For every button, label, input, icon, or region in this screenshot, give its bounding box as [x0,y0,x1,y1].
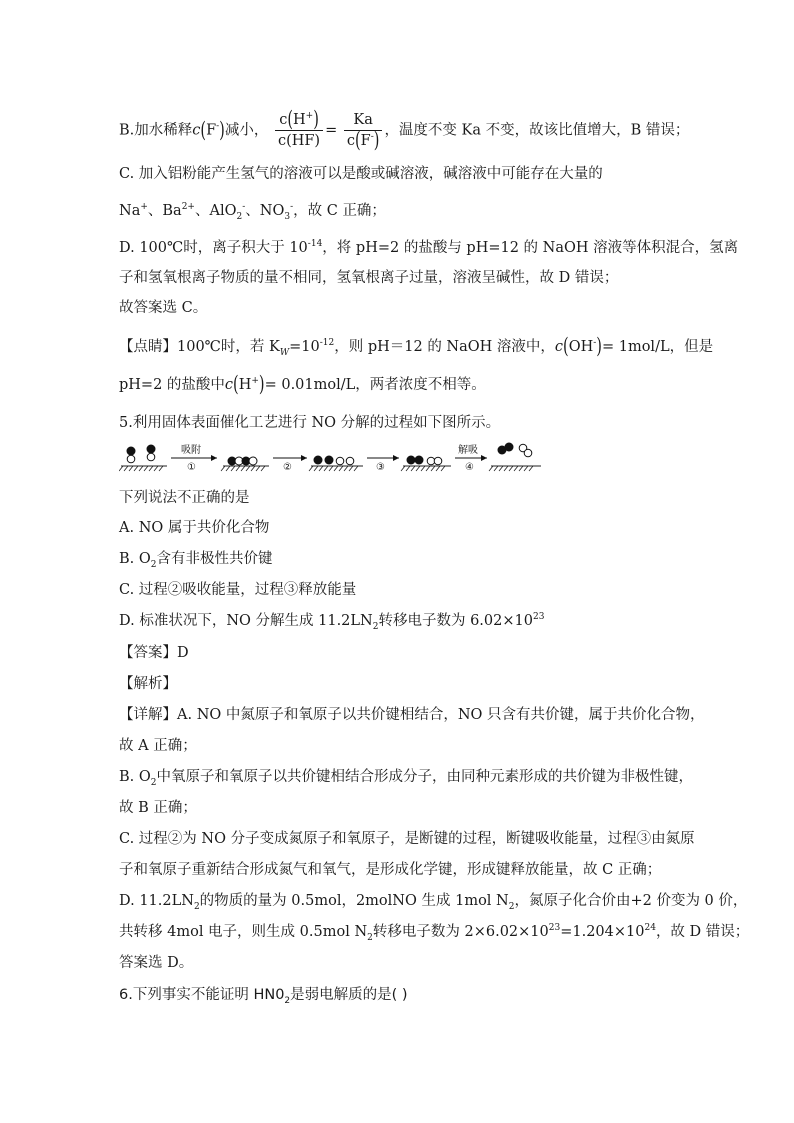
text: 减小， [224,122,269,139]
analysis-c-line-2: Na+、$Ba^{2+}$、AlO$_2$-、$NO_3^-$，故 C 正确； [119,202,386,222]
detail-c-line-2: 子和氧原子重新结合形成氮气和氧气，是形成化学键，形成键释放能量，故 C 正确； [119,862,662,878]
numerator: Ka [344,110,383,131]
o-atom [147,453,155,461]
detail-b-line-2: 故 B 正确； [119,800,197,816]
var-c: c [346,133,355,149]
var-c: c [192,122,201,139]
step-1-number: ① [187,462,196,473]
step-4-label: 解吸 [458,445,478,456]
step-2-number: ② [283,462,292,473]
var-c: c [279,112,288,128]
step-4-number: ④ [465,462,474,473]
option-d: D. 标准状况下，NO 分解生成 $11.2LN_2$转移电子数为 $6.02\times 10^{23}$ [119,612,545,632]
tip-line-1: 【点睛】100℃时，若 $K_W=10^{-12}$，则 pH＝12 的 NaOH 溶液中，c(OH-)= 1mol/L，但是 [119,335,714,359]
detail-d-line-1: D. $11.2LN_2$的物质的量为 0.5mol，2molNO 生成 1mol $N_2$，氮原子化合价由+2 价变为 0 价， [119,893,748,912]
tip-label: 【点睛】 [119,339,177,355]
detail-c-line-1: C. 过程②为 NO 分子变成氮原子和氧原子，是断键的过程，断键吸收能量，过程③由氮原 [119,831,695,847]
answer-line-c: 故答案选 C。 [119,300,208,316]
answer-line-d: 答案选 D。 [119,955,194,971]
n-atom [147,445,156,454]
answer-label: 【答案】D [119,645,189,661]
charge: - [216,121,220,132]
fraction-h-over-hf: $\frac{c(H^+)}{c(HF)}$ [275,110,323,151]
question-5-title: 5.利用固体表面催化工艺进行 NO 分解的过程如下图所示。 [119,415,501,431]
detail-b-line-1: B. $O_2$中氧原子和氧原子以共价键相结合形成分子，由同种元素形成的共价键为非极性键， [119,769,693,788]
denominator: c(HF) [277,133,321,149]
analysis-c-line-1: C. 加入铝粉能产生氢气的溶液可以是酸或碱溶液，碱溶液中可能存在大量的 [119,166,603,182]
option-b: B. $O_2$含有非极性共价键 [119,551,273,570]
step-3-number: ③ [376,462,385,473]
detail-a-line-1: 【详解】A. NO 中氮原子和氧原子以共价键相结合，NO 只含有共价键，属于共价化合物， [119,707,705,723]
fraction-ka-over-f: $\frac{Ka}{c(F^-)}$ [344,110,383,151]
no-decomposition-diagram [119,436,559,482]
text: ，温度不变 Ka 不变，故该比值增大，B 错误； [384,122,690,139]
ion-f: F [206,122,217,139]
equals: = [325,122,338,139]
option-a: A. NO 属于共价化合物 [119,520,270,536]
ion-f: F [360,133,371,149]
n-atom [127,447,136,456]
text: B.加水稀释 [119,122,193,139]
ion-h: H [292,112,306,128]
detail-a-line-2: 故 A 正确； [119,738,197,754]
question-6-title: 6.下列事实不能证明 $HN0_2$是弱电解质的是( ) [119,987,408,1006]
tip-line-2: pH=2 的盐酸中c(H+)= 0.01mol/L，两者浓度不相等。 [119,373,486,397]
analysis-d-line-1: D. 100℃时，离子积大于 $10^{-14}$，将 pH=2 的盐酸与 pH=12 的 NaOH 溶液等体积混合，氢离 [119,239,739,256]
o-atom [127,455,135,463]
analysis-b-line: B.加水稀释c(F-)减小， $\frac{c(H^+)}{c(HF)}$ = $\frac{Ka}{c(F^-)}$ ，温度不变 Ka 不变，故该比值增大，B 错误； [119,108,690,153]
step-1-label: 吸附 [181,445,201,456]
question-5-stem: 下列说法不正确的是 [119,490,250,506]
charge: - [370,132,374,143]
analysis-d-line-2: 子和氢氧根离子物质的量不相同，氢氧根离子过量，溶液呈碱性，故 D 错误； [119,270,619,286]
analysis-label: 【解析】 [119,676,177,692]
option-c: C. 过程②吸收能量，过程③释放能量 [119,582,357,598]
charge: + [305,111,314,122]
detail-d-line-2: 共转移 4mol 电子，则生成 0.5mol $N_2$转移电子数为 $2\times 6.02\times 10^{23}=1.204\times 10^{24}$，故 D 错误； [119,923,750,943]
